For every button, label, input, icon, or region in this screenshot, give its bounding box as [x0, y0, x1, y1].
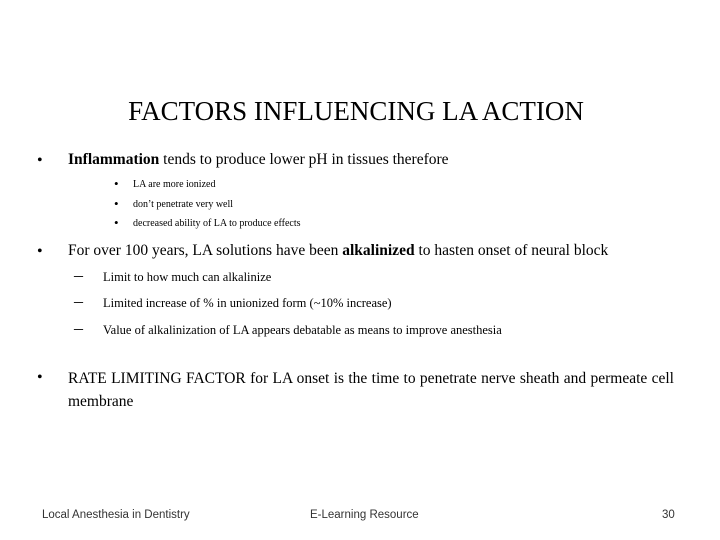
sub-1-3-text: decreased ability of LA to produce effects — [133, 218, 301, 229]
sub-2-2-marker: – — [74, 291, 83, 311]
slide-title: FACTORS INFLUENCING LA ACTION — [128, 96, 584, 126]
sub-2-3-marker: – — [74, 318, 83, 338]
sub-2-1-text: Limit to how much can alkalinize — [103, 270, 272, 284]
bullet-1-bold: Inflammation — [68, 151, 160, 168]
sub-1-2-marker: • — [114, 196, 119, 211]
sub-2-1-marker: – — [74, 265, 83, 285]
bullet-3-marker: • — [37, 369, 43, 386]
bullet-2-after: to hasten onset of neural block — [414, 242, 609, 259]
page-number: 30 — [662, 509, 675, 521]
sub-2-2-text: Limited increase of % in unionized form (~10% increase) — [103, 296, 392, 310]
bullet-3-text: RATE LIMITING FACTOR for LA onset is the time to penetrate nerve sheath and permeate cell membrane — [68, 370, 674, 410]
bullet-2-marker: • — [37, 243, 43, 260]
bullet-2-bold: alkalinized — [342, 242, 415, 259]
footer-center: E-Learning Resource — [310, 509, 419, 521]
sub-2-3-text: Value of alkalinization of LA appears debatable as means to improve anesthesia — [103, 323, 502, 337]
bullet-1-rest: tends to produce lower pH in tissues therefore — [159, 151, 449, 168]
sub-1-1-marker: • — [114, 176, 119, 191]
footer-left: Local Anesthesia in Dentistry — [42, 509, 190, 521]
sub-1-1-text: LA are more ionized — [133, 179, 216, 190]
bullet-1-marker: • — [37, 152, 43, 169]
bullet-1-text — [68, 150, 449, 170]
bullet-2-text — [68, 241, 608, 261]
bullet-2-before: For over 100 years, LA solutions have been — [68, 242, 343, 259]
sub-1-2-text: don’t penetrate very well — [133, 199, 234, 210]
sub-1-3-marker: • — [114, 215, 119, 230]
